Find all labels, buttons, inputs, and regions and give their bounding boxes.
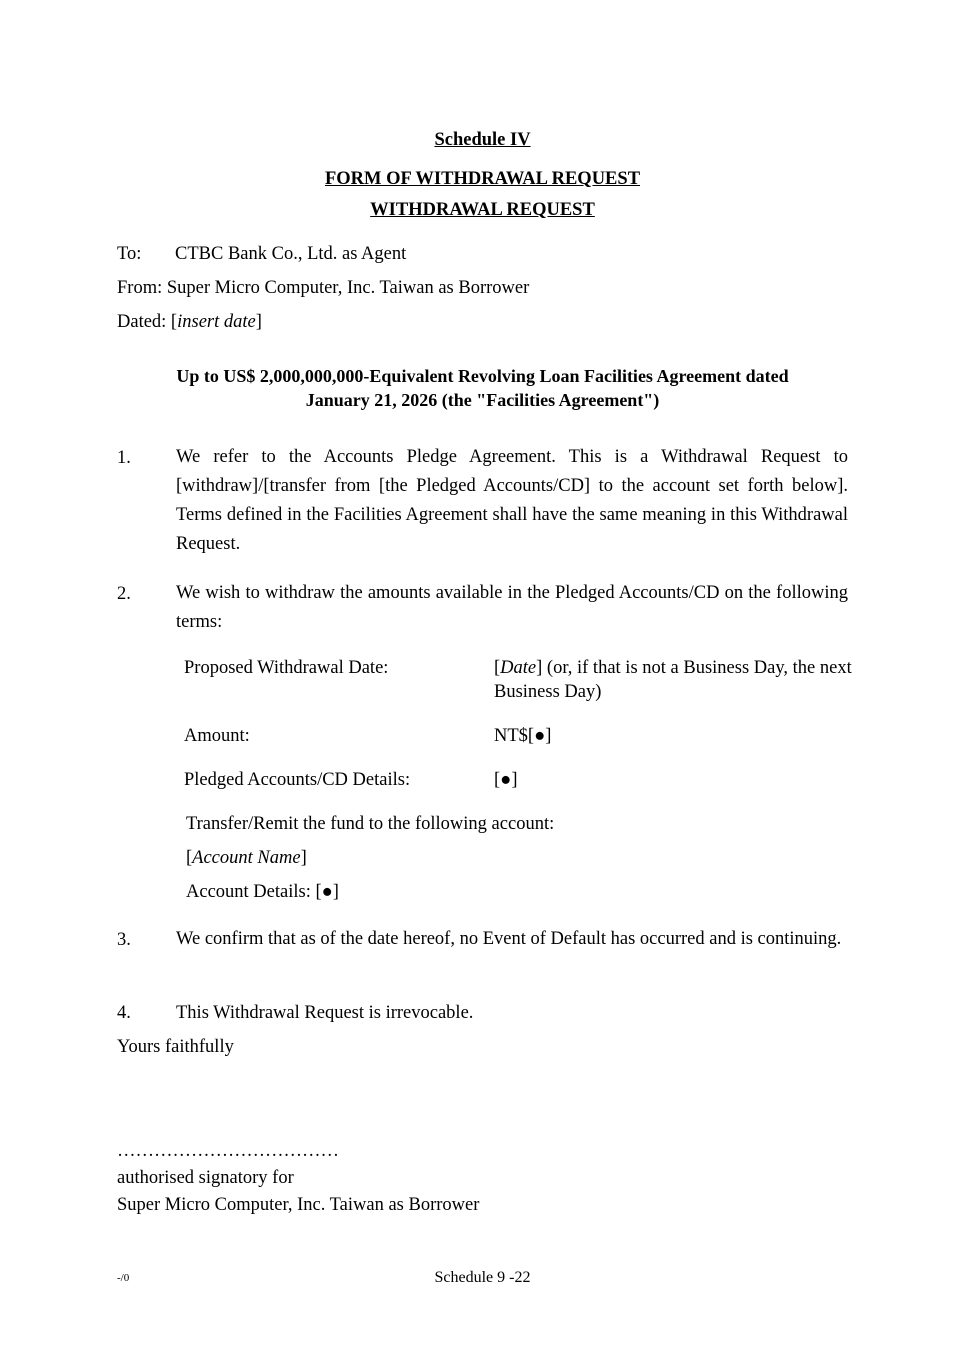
form-title: FORM OF WITHDRAWAL REQUEST — [324, 169, 641, 189]
pledged-value: [●] — [494, 770, 518, 790]
agreement-line-1: Up to US$ 2,000,000,000-Equivalent Revolving Loan Facilities Agreement dated — [176, 366, 789, 386]
item-1-number: 1. — [117, 448, 131, 468]
transfer-line: Transfer/Remit the fund to the following account: — [186, 814, 555, 834]
pledged-label: Pledged Accounts/CD Details: — [184, 770, 411, 790]
amount-label: Amount: — [184, 726, 250, 746]
proposed-date-label: Proposed Withdrawal Date: — [184, 658, 389, 678]
dated-line — [117, 312, 262, 333]
page-number: Schedule 9 -22 — [434, 1269, 531, 1286]
footer-ref: -/0 — [117, 1272, 130, 1284]
schedule-heading: Schedule IV — [434, 130, 531, 150]
account-name-open: [ — [186, 848, 193, 868]
signature-dots: ……………………………… — [117, 1141, 339, 1161]
item-2-number: 2. — [117, 584, 131, 604]
dated-label: Dated: [ — [117, 312, 178, 332]
amount-value: NT$[●] — [494, 726, 552, 746]
account-name: Account Name — [192, 848, 301, 868]
item-3-text: We confirm that as of the date hereof, no Event of Default has occurred and is continuing. — [176, 929, 842, 949]
dated-value: insert date — [177, 312, 256, 332]
yours-faithfully: Yours faithfully — [117, 1037, 234, 1057]
proposed-date: Date — [500, 658, 537, 678]
account-name-line — [186, 848, 307, 869]
to-label: To: — [117, 244, 142, 264]
from-line: From: Super Micro Computer, Inc. Taiwan as Borrower — [117, 278, 530, 298]
item-1-text: We refer to the Accounts Pledge Agreement. This is a Withdrawal Request to [withdraw]/[transfer from [the Pledged Accounts/CD] to the account set forth below]. Terms defined in the Facilities Agreement shall have the same meaning in this Withdrawal Request. — [176, 447, 848, 554]
account-name-close: ] — [300, 848, 307, 868]
proposed-date-value — [494, 656, 854, 704]
account-details: Account Details: [●] — [186, 882, 339, 902]
dated-close: ] — [255, 312, 262, 332]
request-title: WITHDRAWAL REQUEST — [370, 200, 595, 220]
signatory-line: authorised signatory for — [117, 1168, 294, 1188]
item-4-number: 4. — [117, 1003, 131, 1023]
item-4-text: This Withdrawal Request is irrevocable. — [176, 1003, 474, 1023]
borrower-line: Super Micro Computer, Inc. Taiwan as Borrower — [117, 1195, 480, 1215]
to-value: CTBC Bank Co., Ltd. as Agent — [175, 244, 407, 264]
item-2-text: We wish to withdraw the amounts available in the Pledged Accounts/CD on the following terms: — [176, 583, 848, 632]
item-3-number: 3. — [117, 930, 131, 950]
proposed-rest: ] (or, if that is not a Business Day, the next Business Day) — [494, 658, 852, 702]
agreement-line-2: January 21, 2026 (the "Facilities Agreement") — [305, 390, 660, 410]
proposed-open: [ — [494, 658, 501, 678]
